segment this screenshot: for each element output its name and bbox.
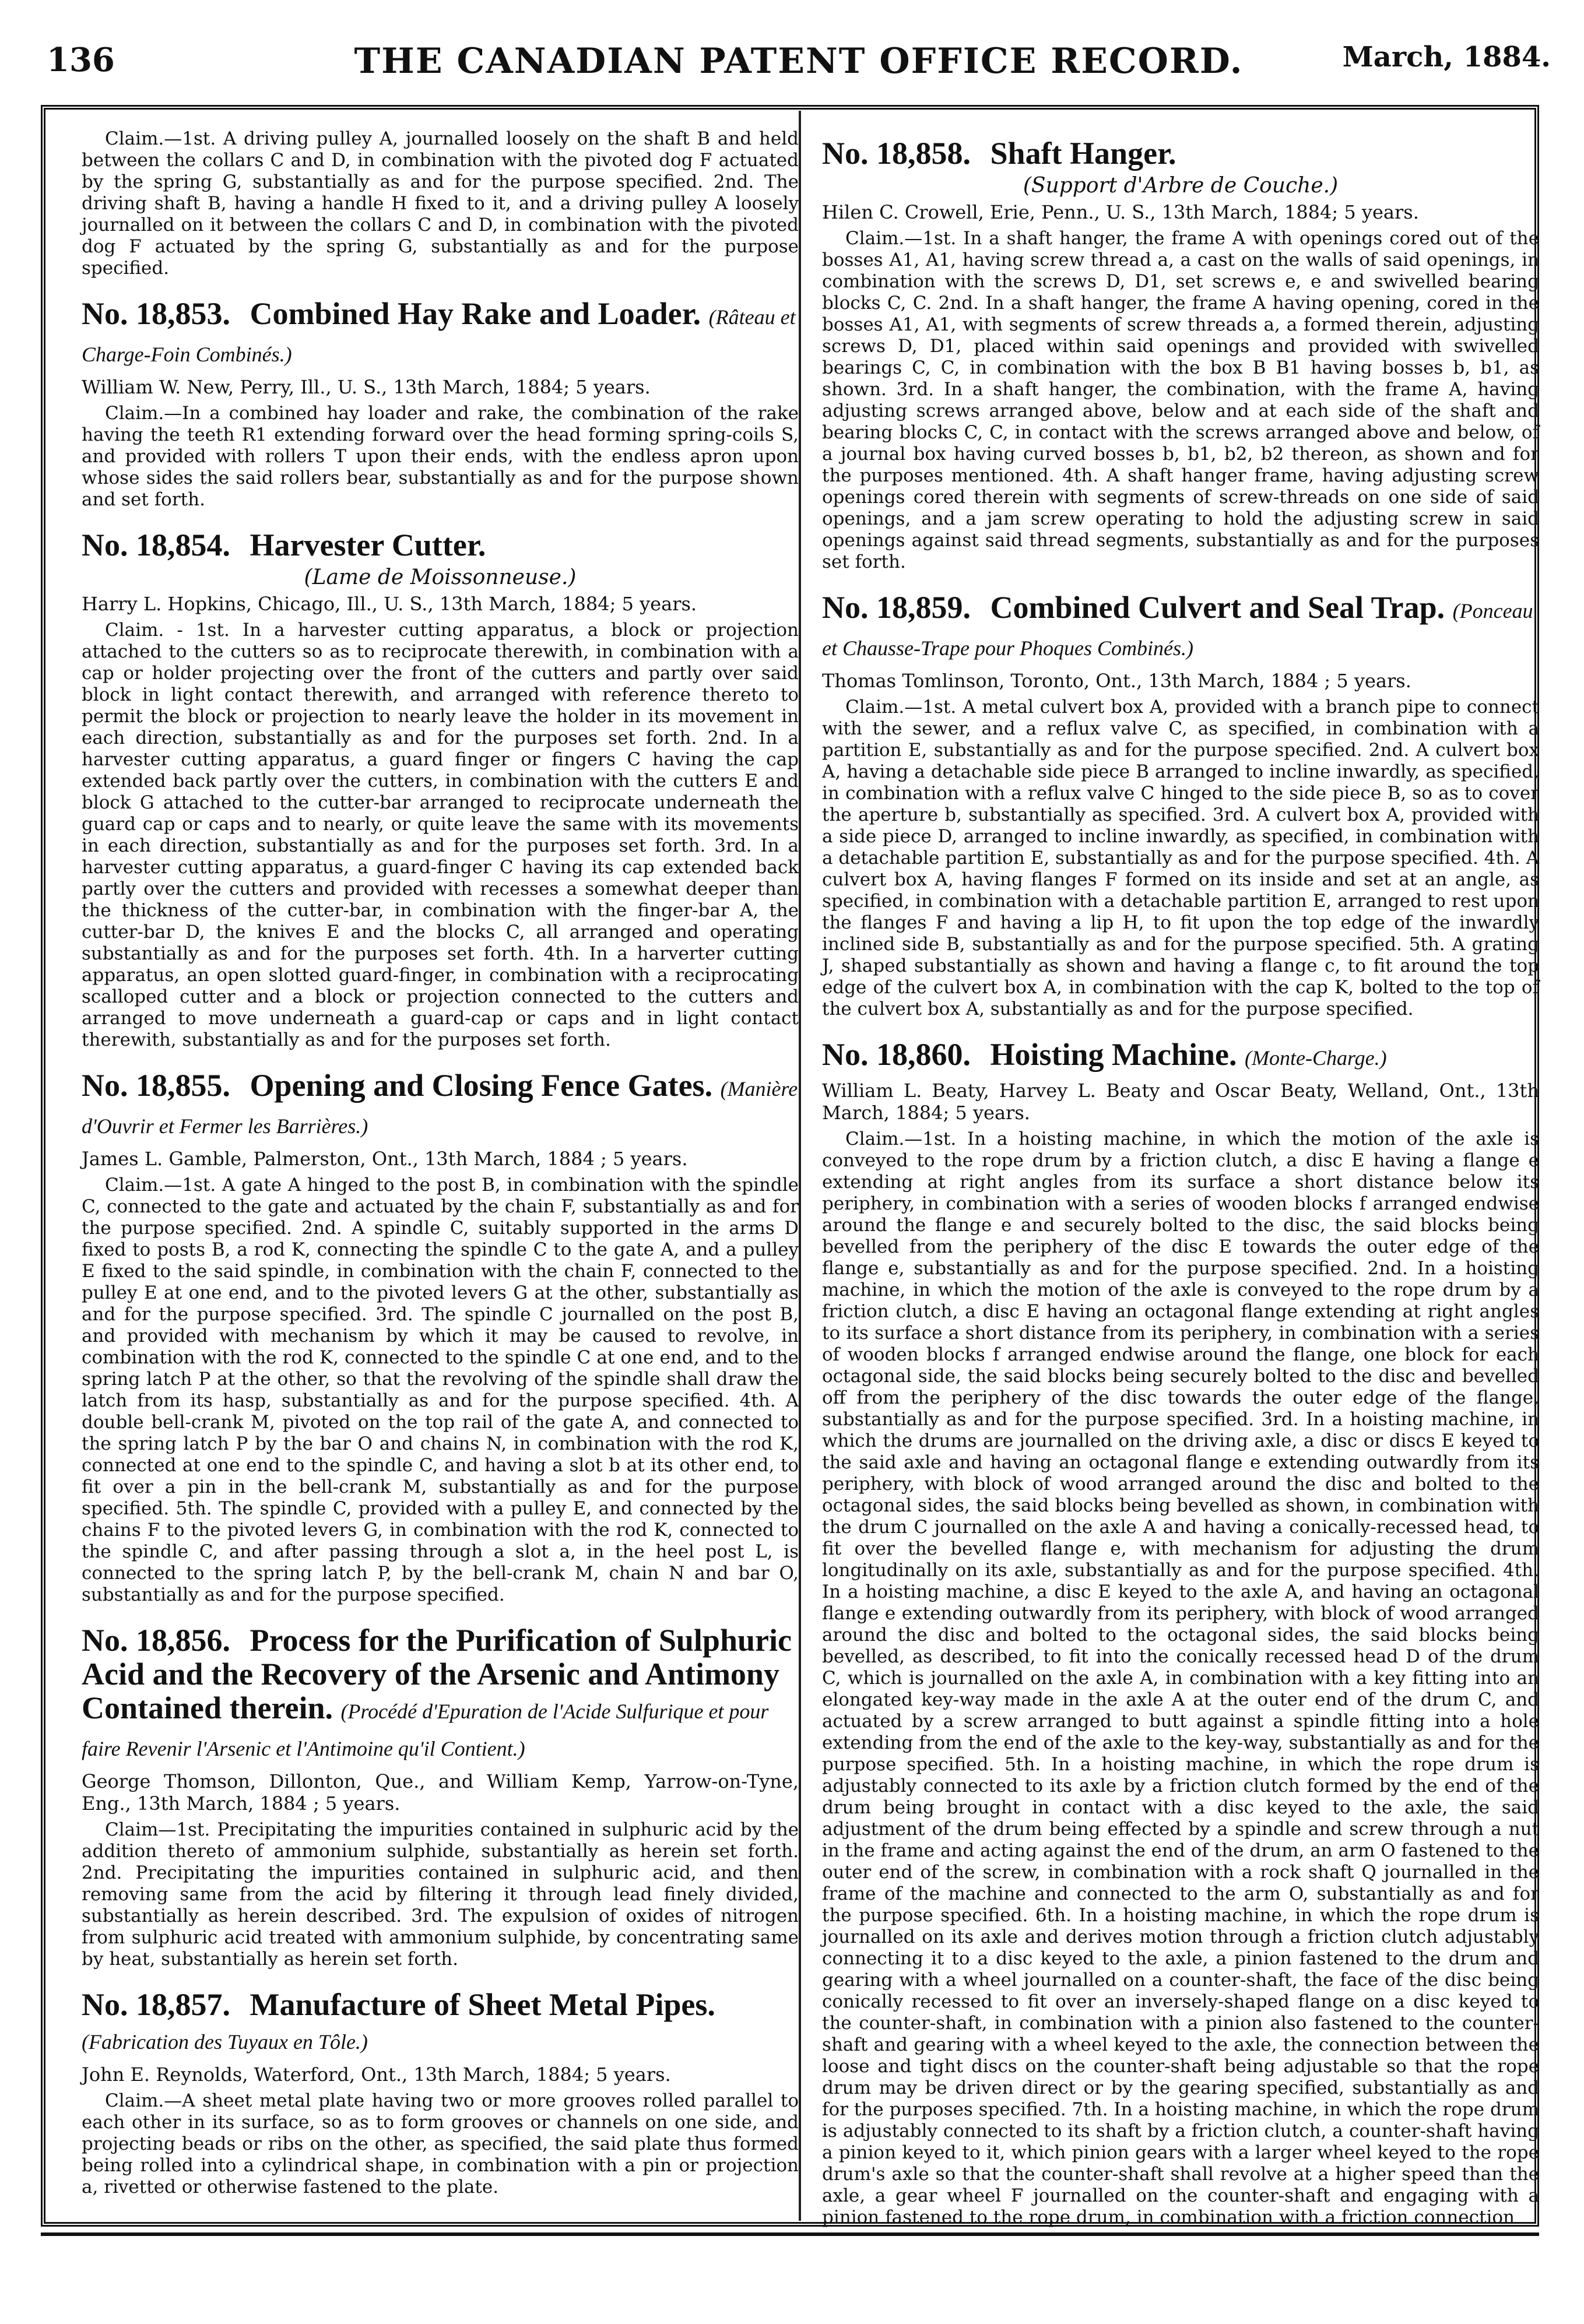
patent-title: Combined Hay Rake and Loader. [250,296,701,331]
continued-claim [82,128,799,279]
patent-entry-18856 [82,1623,799,1970]
inventor-line: Hilen C. Crowell, Erie, Penn., U. S., 13th March, 1884; 5 years. [822,201,1419,223]
entry-heading [82,1988,799,2059]
patent-number: No. 18,855. [82,1068,230,1103]
patent-title: Manufacture of Sheet Metal Pipes. [250,1987,715,2022]
page-number: 136 [47,41,115,79]
inventor-line: George Thomson, Dillonton, Que., and William Kemp, Yarrow-on-Tyne, Eng., 13th March, 1884 ; 5 years. [82,1770,799,1815]
french-title: (Fabrication des Tuyaux en Tôle.) [82,2030,368,2054]
inventor-line: James L. Gamble, Palmerston, Ont., 13th March, 1884 ; 5 years. [82,1148,688,1170]
patent-title: Opening and Closing Fence Gates. [250,1068,713,1103]
french-title: (Support d'Arbre de Couche.) [1023,174,1339,198]
patent-number: No. 18,858. [822,136,971,171]
patent-title: Shaft Hanger. [990,136,1176,171]
page-header [47,29,1551,99]
right-column [822,128,1539,2228]
patent-title: Hoisting Machine. [990,1037,1237,1072]
french-title: (Ponceau et Chausse-Trape pour Phoques Combinés.) [822,599,1533,660]
french-title: (Manière d'Ouvrir et Fermer les Barrières.) [82,1077,798,1138]
claim-text: Claim.—In a combined hay loader and rake, the combination of the rake having the teeth R1 extending forward over the head forming spring-coils S, and provided with rollers T upon their ends, with the endless apron upon whose sides the said rollers bear, substantially as and for the purpose shown and set forth. [82,403,799,510]
patent-entry-18860 [822,1038,1539,2228]
french-title: (Procédé d'Epuration de l'Acide Sulfurique et pour faire Revenir l'Arsenic et l'Antimoine qu'il Contient.) [82,1700,769,1760]
left-column [82,128,799,2203]
patent-entry-18859 [822,590,1539,1020]
entry-heading [822,1038,1539,1075]
patent-number: No. 18,854. [82,528,230,562]
french-title: (Râteau et Charge-Foin Combinés.) [82,305,796,366]
claim-text: Claim.—1st. In a shaft hanger, the frame A with openings cored out of the bosses A1, A1, having screw thread a, a cast on the walls of said openings, in combination with the screws D, D1, set screws e, e and swivelled bearing blocks C, C. 2nd. In a shaft hanger, the frame A having opening, cored in the bosses A1, A1, with segments of screw threads a, a formed therein, adjusting screws D, D1, placed within said openings and provided with swivelled bearings C, C, in combination with the box B B1 having bosses b, b1, as shown. 3rd. In a shaft hanger, the combination, with the frame A, having adjusting screws arranged above, below and at each side of the shaft and bearing blocks C, C, in contact with the screws arranged above and below, of a journal box having curved bosses b, b1, b2, b2 thereon, as shown and for the purposes mentioned. 4th. A shaft hanger frame, having adjusting screw openings cored therein with segments of screw-threads on one side of said openings, and a jam screw operating to hold the adjusting screw in said openings against said thread segments, substantially as and for the purposes set forth. [822,228,1539,572]
patent-entry-18854 [82,528,799,1051]
claim-text: Claim.—1st. A gate A hinged to the post B, in combination with the spindle C, connected to the gate and actuated by the chain F, substantially as and for the purpose specified. 2nd. A spindle C, suitably supported in the arms D fixed to posts B, a rod K, connecting the spindle C to the gate A, and a pulley E fixed to the said spindle, in combination with the chain F, connected to the pulley E at one end, and to the pivoted levers G at the other, substantially as and for the purpose specified. 3rd. The spindle C journalled on the post B, and provided with mechanism by which it may be caused to revolve, in combination with the rod K, connected to the spindle C at one end, and to the spring latch P at the other, so that the revolving of the spindle shall draw the latch from its hasp, substantially as and for the purpose specified. 4th. A double bell-crank M, pivoted on the top rail of the gate A, and connected to the spring latch P by the bar O and chains N, in combination with the rod K, connected at one end to the spindle C, and having a slot b at its other end, to fit over a pin in the bell-crank M, substantially as and for the purpose specified. 5th. The spindle C, provided with a pulley E, and connected by the chains F to the pivoted levers G, in combination with the rod K, connected to the spindle C, and after passing through a slot a, in the heel post L, is connected to the spring latch P, by the bell-crank M, chain N and bar O, substantially as and for the purpose specified. [82,1175,799,1605]
patent-title: Harvester Cutter. [250,528,486,562]
french-title: (Monte-Charge.) [1245,1046,1387,1070]
inventor-line: William W. New, Perry, Ill., U. S., 13th March, 1884; 5 years. [82,376,651,398]
patent-entry-18853 [82,297,799,511]
patent-number: No. 18,859. [822,590,971,625]
claim-text: Claim. - 1st. In a harvester cutting apparatus, a block or projection attached to the cutters so as to reciprocate therewith, in combination with a cap or holder projecting over the front of the cutters and partly over said block in light contact therewith, and arranged with reference thereto to permit the block or projection to nearly leave the holder in its movement in each direction, substantially as and for the purposes set forth. 2nd. In a harvester cutting apparatus, a guard finger or fingers C having the cap extended back partly over the cutters, in combination with the cutters E and block G attached to the cutter-bar arranged to reciprocate underneath the guard cap or caps and to nearly, or quite leave the same with its movements in each direction, substantially as and for the purposes set forth. 3rd. In a harvester cutting apparatus, a guard-finger C having its cap extended back partly over the cutters and provided with recesses a somewhat deeper than the thickness of the cutter-bar, in combination with the finger-bar A, the cutter-bar D, the knives E and the blocks C, all arranged and operating substantially as and for the purposes set forth. 4th. In a harverter cutting apparatus, an open slotted guard-finger, in combination with a reciprocating scalloped cutter and a block or projection connected to the cutters and arranged to move underneath a guard-cap or caps and in light contact therewith, substantially as and for the purposes set forth. [82,620,799,1050]
entry-heading [822,136,1539,170]
inventor-line: William L. Beaty, Harvey L. Beaty and Oscar Beaty, Welland, Ont., 13th March, 1884; 5 years. [822,1080,1539,1124]
entry-heading [82,528,799,562]
publication-title: THE CANADIAN PATENT OFFICE RECORD. [354,41,1244,82]
inventor-line: John E. Reynolds, Waterford, Ont., 13th March, 1884; 5 years. [82,2063,671,2086]
inventor-line: Harry L. Hopkins, Chicago, Ill., U. S., 13th March, 1884; 5 years. [82,593,697,615]
issue-date: March, 1884. [1342,41,1551,73]
patent-entry-18857 [82,1988,799,2198]
patent-number: No. 18,857. [82,1987,230,2022]
entry-heading [82,1623,799,1766]
bottom-rule [41,2232,1539,2236]
inventor-line: Thomas Tomlinson, Toronto, Ont., 13th March, 1884 ; 5 years. [822,670,1411,692]
claim-text: Claim.—A sheet metal plate having two or more grooves rolled parallel to each other in its surface, so as to form grooves or channels on one side, and projecting beads or ribs on the other, as specified, the said plate thus formed being rolled into a cylindrical shape, in combination with a pin or projection a, rivetted or otherwise fastened to the plate. [82,2090,799,2198]
patent-entry-18855 [82,1068,799,1606]
entry-heading [82,1068,799,1143]
claim-text: Claim.—1st. In a hoisting machine, in which the motion of the axle is conveyed to the rope drum by a friction clutch, a disc E having a flange e extending at right angles from its surface a short distance below its periphery, in combination with a series of wooden blocks f arranged endwise around the flange e and securely bolted to the disc, the said blocks being bevelled from the periphery of the disc E towards the outer edge of the flange e, substantially as and for the purpose specified. 2nd. In a hoisting machine, in which the motion of the axle is conveyed to the rope drum by a friction clutch, a disc E having an octagonal flange extending at right angles to its surface a short distance from its periphery, in combination with a series of wooden blocks f arranged endwise around the flange, one block for each octagonal side, the said blocks being securely bolted to the disc and bevelled off from the periphery of the disc towards the outer edge of the flange, substantially as and for the purpose specified. 3rd. In a hoisting machine, in which the drums are journalled on the driving axle, a disc or discs E keyed to the said axle and having an octagonal flange e extending outwardly from its periphery, with block of wood arranged around the disc and bolted to the octagonal sides, the said blocks being bevelled as shown, in combination with the drum C journalled on the axle A and having a conically-recessed head, to fit over the bevelled flange e, with mechanism for adjusting the drum longitudinally on its axle, substantially as and for the purpose specified. 4th. In a hoisting machine, a disc E keyed to the axle A, and having an octagonal flange e extending outwardly from its periphery, with block of wood arranged around the disc and bolted to the octagonal sides, the said blocks being bevelled, as described, to fit into the conically recessed head D of the drum C, which is journalled on the axle A, in combination with a key fitting into an elongated key-way made in the axle A at the outer end of the drum C, and actuated by a screw arranged to butt against a spindle fitting into a hole extending from the end of the axle to the key-way, substantially as and for the purpose specified. 5th. In a hoisting machine, in which the rope drum is adjustably connected to its axle by a friction clutch formed by the end of the drum being brought in contact with a disc keyed to the axle, the said adjustment of the drum being effected by a spindle and screw through a nut in the frame and acting against the end of the drum, an arm O fastened to the outer end of the screw, in combination with a rock shaft Q journalled in the frame of the machine and connected to the arm O, substantially as and for the purpose specified. 6th. In a hoisting machine, in which the rope drum is journalled on its axle and derives motion through a friction clutch adjustably connecting it to a disc keyed to the axle, a pinion fastened to the drum and gearing with a wheel journalled on a counter-shaft, the face of the disc being conically recessed to fit over an inversely-shaped flange on a disc keyed to the counter-shaft, in combination with a pinion also fastened to the counter-shaft and gearing with a wheel keyed to the axle, the connection between the loose and tight discs on the counter-shaft being adjustable so that the rope drum may be driven direct or by the gearing specified, substantially as and for the purposes specified. 7th. In a hoisting machine, in which the rope drum is adjustably connected to its shaft by a friction clutch, a counter-shaft having a pinion keyed to it, which pinion gears with a larger wheel keyed to the rope drum's axle so that the counter-shaft shall revolve at a higher speed than the axle, a gear wheel F journalled on the counter-shaft and engaging with a pinion fastened to the rope drum, in combination with a friction connection [822,1128,1539,2228]
claim-text: Claim.—1st. A metal culvert box A, provided with a branch pipe to connect with the sewer, and a reflux valve C, as specified, in combination with a partition E, substantially as and for the purpose specified. 2nd. A culvert box A, having a detachable side piece B arranged to incline inwardly, as specified, in combination with a reflux valve C hinged to the side piece B, so as to cover the aperture b, substantially as specified. 3rd. A culvert box A, provided with a side piece D, arranged to incline inwardly, as specified, in combination with a detachable partition E, substantially as and for the purpose specified. 4th. A culvert box A, having flanges F formed on its inside and set at an angle, as specified, in combination with a detachable partition E, arranged to rest upon the flanges F and having a lip H, to fit upon the top edge of the inwardly inclined side B, substantially as and for the purpose specified. 5th. A grating J, shaped substantially as shown and having a flange c, to fit around the top edge of the culvert box A, in combination with the cap K, bolted to the top of the culvert box A, substantially as and for the purpose specified. [822,697,1539,1019]
patent-number: No. 18,853. [82,296,230,331]
claim-text: Claim.—1st. A driving pulley A, journalled loosely on the shaft B and held between the collars C and D, in combination with the pivoted dog F actuated by the spring G, substantially as and for the purpose specified. 2nd. The driving shaft B, having a handle H fixed to it, and a driving pulley A loosely journalled on it between the collars C and D, in combination with the pivoted dog F actuated by the spring G, substantially as and for the purpose specified. [82,128,799,279]
column-divider [799,111,801,2221]
french-title: (Lame de Moissonneuse.) [304,565,577,589]
entry-heading [822,590,1539,665]
entry-heading [82,297,799,371]
patent-title: Process for the Purification of Sulphuric Acid and the Recovery of the Arsenic and Antimony Contained therein. [82,1623,792,1725]
claim-text: Claim—1st. Precipitating the impurities contained in sulphuric acid by the addition thereto of ammonium sulphide, substantially as herein set forth. 2nd. Precipitating the impurities contained in sulphuric acid, and then removing same from the acid by filtering it through lead finely divided, substantially as herein described. 3rd. The expulsion of oxides of nitrogen from sulphuric acid treated with ammonium sulphide, by concentrating same by heat, substantially as herein set forth. [82,1819,799,1970]
patent-entry-18858 [822,136,1539,573]
patent-number: No. 18,856. [82,1623,230,1658]
patent-number: No. 18,860. [822,1037,971,1072]
patent-title: Combined Culvert and Seal Trap. [990,590,1445,625]
